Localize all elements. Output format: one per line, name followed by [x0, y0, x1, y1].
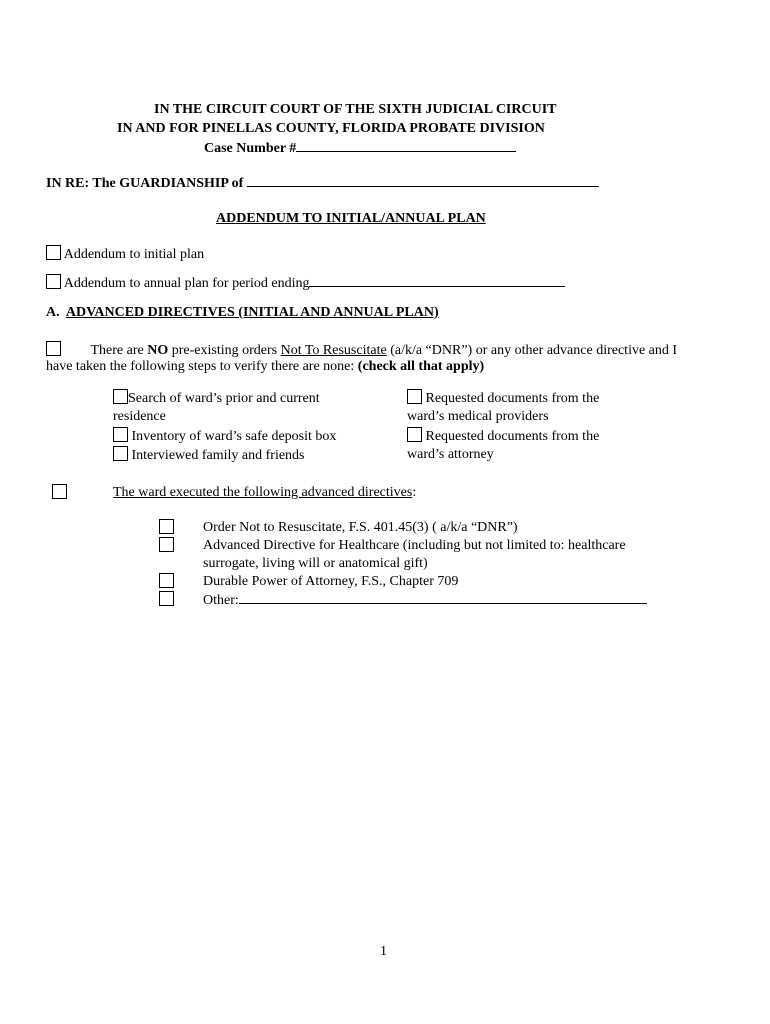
case-number-field[interactable]: [296, 139, 516, 152]
step-request-attorney: [407, 427, 599, 446]
case-number-row: [204, 139, 516, 158]
interviewed-label: Interviewed family and friends: [131, 448, 305, 463]
initial-plan-option: [46, 245, 204, 264]
court-header-line2: IN AND FOR PINELLAS COUNTY, FLORIDA PROBATE DIVISION: [117, 121, 545, 136]
dnr-option-checkbox-wrap: [159, 519, 174, 538]
no-orders-no: NO: [147, 343, 169, 358]
document-title: ADDENDUM TO INITIAL/ANNUAL PLAN: [216, 211, 486, 226]
step-search-residence: [113, 389, 320, 408]
other-option-row: [203, 591, 647, 610]
inventory-label: Inventory of ward’s safe deposit box: [131, 429, 337, 444]
case-number-label: Case Number #: [204, 141, 297, 156]
annual-plan-option: [46, 274, 565, 293]
healthcare-option-checkbox-wrap: [159, 537, 174, 556]
in-re-row: [46, 174, 599, 193]
court-header-line1: IN THE CIRCUIT COURT OF THE SIXTH JUDICIAL CIRCUIT: [154, 102, 557, 117]
executed-directives-label: The ward executed the following advanced directives: [113, 485, 413, 500]
other-option-label: Other:: [203, 593, 239, 608]
no-orders-line2-text: have taken the following steps to verify there are none:: [46, 359, 358, 374]
healthcare-option-label-line2: surrogate, living will or anatomical gift): [203, 556, 428, 571]
other-directive-field[interactable]: [239, 591, 647, 604]
check-all-instruction: (check all that apply): [357, 359, 485, 374]
other-option-checkbox-wrap: [159, 591, 174, 610]
search-residence-label: Search of ward’s prior and current: [128, 391, 320, 406]
page-number: 1: [380, 944, 387, 959]
other-checkbox[interactable]: [159, 591, 174, 606]
no-orders-checkbox[interactable]: [46, 341, 61, 356]
healthcare-directive-checkbox[interactable]: [159, 537, 174, 552]
healthcare-option-label: Advanced Directive for Healthcare (including but not limited to: healthcare: [203, 538, 626, 553]
annual-plan-checkbox[interactable]: [46, 274, 61, 289]
step-request-medical: [407, 389, 599, 408]
executed-colon: :: [412, 485, 417, 500]
period-ending-field[interactable]: [309, 274, 565, 287]
poa-option-label: Durable Power of Attorney, F.S., Chapter 709: [203, 574, 459, 589]
in-re-label: IN RE: The GUARDIANSHIP of: [46, 176, 244, 191]
step-interviewed: [113, 446, 305, 465]
executed-directives-label-row: [113, 484, 416, 502]
no-orders-text3: (a/k/a “DNR”) or any other advance directive and I: [386, 343, 678, 358]
initial-plan-label: Addendum to initial plan: [63, 247, 205, 262]
dnr-option-label: Order Not to Resuscitate, F.S. 401.45(3) ( a/k/a “DNR”): [203, 520, 518, 535]
annual-plan-label: Addendum to annual plan for period ending: [63, 276, 310, 291]
dnr-term: Not To Resuscitate: [280, 343, 387, 358]
dnr-checkbox[interactable]: [159, 519, 174, 534]
executed-directives-row: [52, 484, 67, 503]
initial-plan-checkbox[interactable]: [46, 245, 61, 260]
request-attorney-checkbox[interactable]: [407, 427, 422, 442]
request-attorney-label-line2: ward’s attorney: [407, 447, 494, 462]
no-orders-text2: pre-existing orders: [168, 343, 281, 358]
step-inventory: [113, 427, 336, 446]
poa-checkbox[interactable]: [159, 573, 174, 588]
poa-option-checkbox-wrap: [159, 573, 174, 592]
executed-directives-checkbox[interactable]: [52, 484, 67, 499]
search-residence-checkbox[interactable]: [113, 389, 128, 404]
section-a-letter: A.: [46, 305, 60, 320]
interviewed-checkbox[interactable]: [113, 446, 128, 461]
request-medical-label: Requested documents from the: [425, 391, 600, 406]
request-attorney-label: Requested documents from the: [425, 429, 600, 444]
section-a-heading: [46, 304, 439, 322]
no-orders-text1: There are: [90, 343, 148, 358]
section-a-title: ADVANCED DIRECTIVES (INITIAL AND ANNUAL PLAN): [65, 305, 439, 320]
request-medical-label-line2: ward’s medical providers: [407, 409, 549, 424]
request-medical-checkbox[interactable]: [407, 389, 422, 404]
no-orders-line2: [46, 358, 484, 376]
guardianship-name-field[interactable]: [247, 174, 599, 187]
search-residence-label-line2: residence: [113, 409, 166, 424]
inventory-checkbox[interactable]: [113, 427, 128, 442]
